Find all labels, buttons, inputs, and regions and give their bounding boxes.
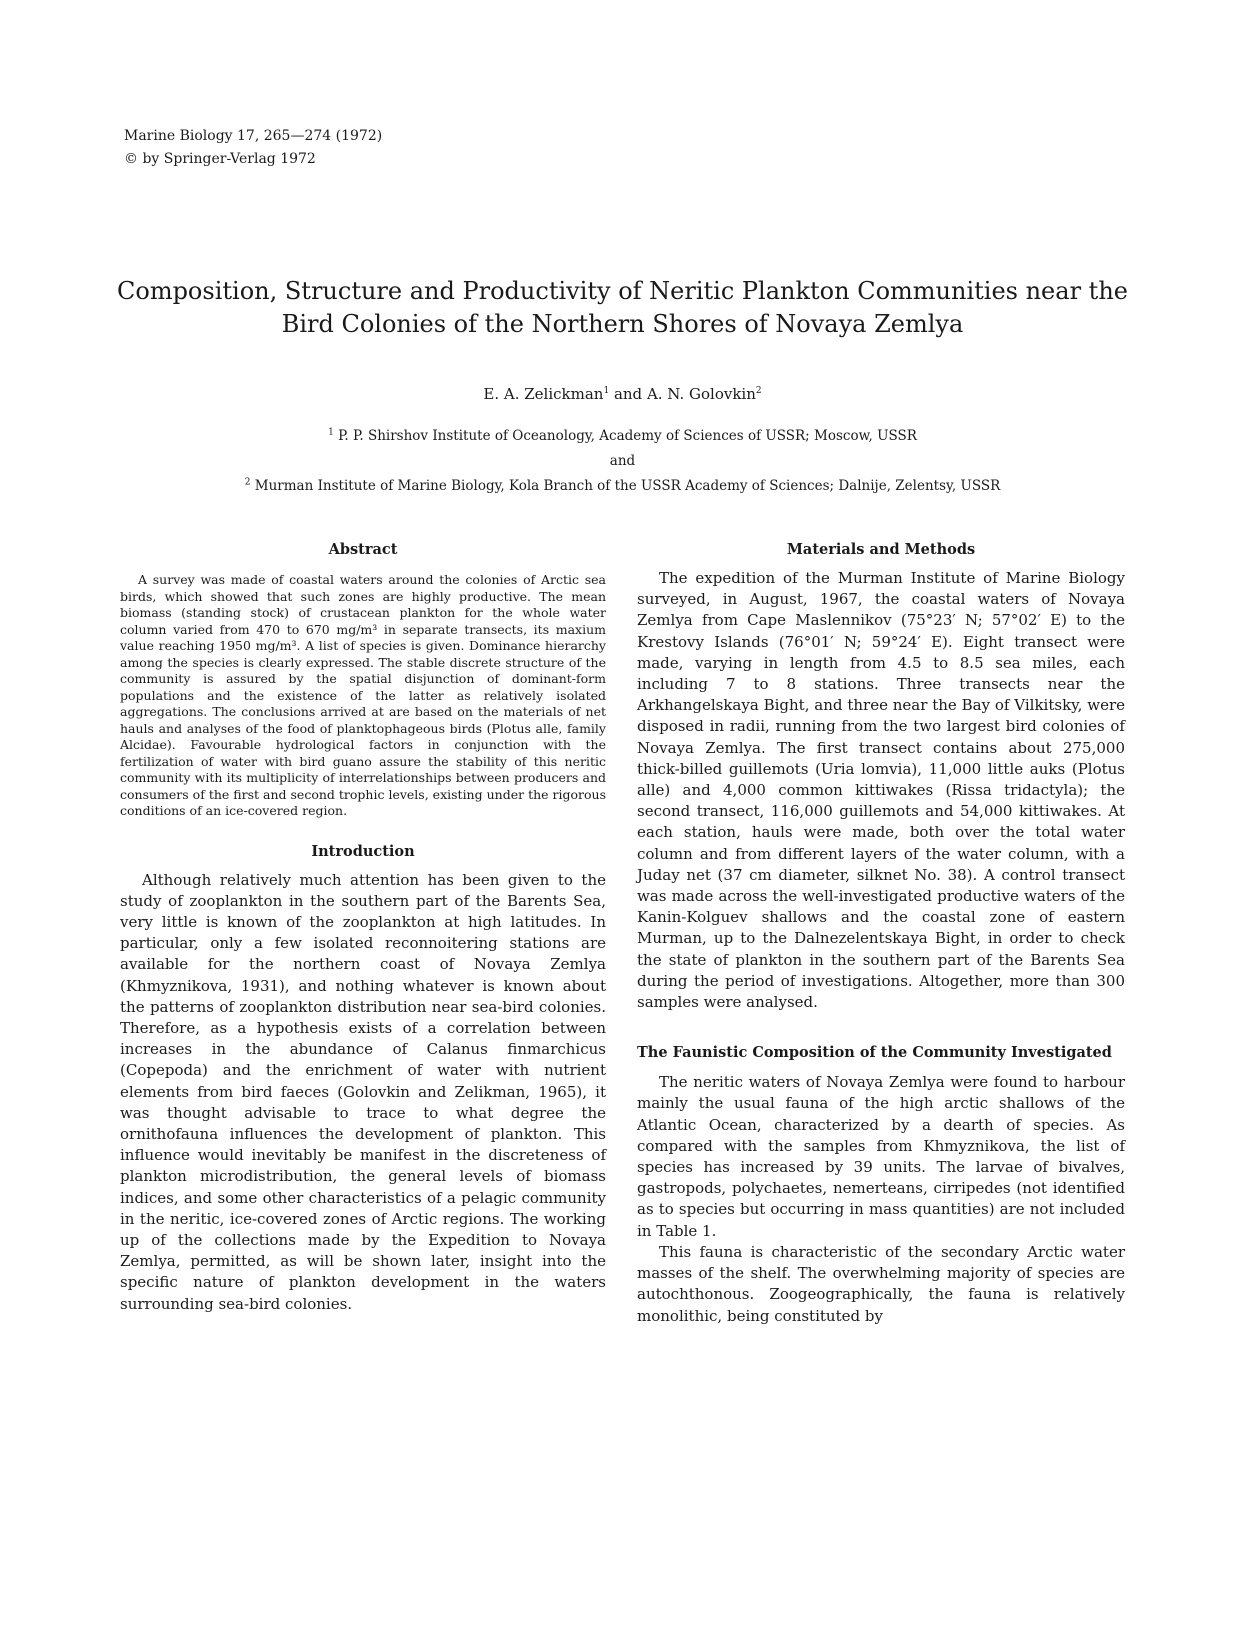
affiliation-mark: 1: [603, 386, 610, 396]
author-name: E. A. Zelickman: [483, 385, 604, 403]
faunistic-paragraph-2: This fauna is characteristic of the secondary Arctic water masses of the shelf. The overwhelming majority of species are autochthonous. Zoogeographically, the fauna is relatively monolithic, being constituted by: [637, 1242, 1125, 1325]
affiliation-mark: 2: [244, 477, 251, 488]
affiliation-text: Murman Institute of Marine Biology, Kola Branch of the USSR Academy of Sciences; Dalnije, Zelentsy, USSR: [250, 478, 1001, 494]
journal-copyright: © by Springer-Verlag 1972: [124, 151, 316, 167]
author-line: [0, 385, 1245, 403]
affiliation-mark: 1: [328, 427, 334, 438]
paper-title: Composition, Structure and Productivity of Neritic Plankton Communities near the Bird Colonies of the Northern Shores of Novaya Zemlya: [117, 277, 1128, 338]
journal-header: [124, 125, 382, 171]
affiliation-2: [0, 478, 1245, 494]
journal-citation: Marine Biology 17, 265—274 (1972): [124, 128, 383, 144]
abstract-text: A survey was made of coastal waters around the colonies of Arctic sea birds, which showed that such zones are highly productive. The mean biomass (standing stock) of crustacean plankton for the whole water column varied from 470 to 670 mg/m³ in separate transects, its maxium value reaching 1950 mg/m³. A list of species is given. Dominance hierarchy among the species is clearly expressed. The stable discrete structure of the community is assured by the spatial disjunction of dominant-form populations and the existence of the latter as relatively isolated aggregations. The conclusions arrived at are based on the materials of net hauls and analyses of the food of planktophageous birds (Plotus alle, family Alcidae). Favourable hydrological factors in conjunction with the fertilization of water with bird guano assure the stability of this neritic community with its multiplicity of interrelationships between producers and consumers of the first and second trophic levels, existing under the rigorous conditions of an ice-covered region.: [120, 572, 606, 818]
introduction-heading: Introduction: [311, 842, 415, 860]
right-column: [637, 540, 1125, 1327]
affiliation-and: and: [609, 453, 636, 469]
introduction-text: Although relatively much attention has been given to the study of zooplankton in the southern part of the Barents Sea, very little is known of the zooplankton at high latitudes. In particular, only a few isolated reconnoitering stations are available for the northern coast of Novaya Zemlya (Khmyznikova, 1931), and nothing whatever is known about the patterns of zooplankton distribution near sea-bird colonies. Therefore, as a hypothesis exists of a correlation between increases in the abundance of Calanus finmarchicus (Copepoda) and the enrichment of water with nutrient elements from bird faeces (Golovkin and Zelikman, 1965), it was thought advisable to trace to what degree the ornithofauna influences the development of plankton. This influence would inevitably be manifest in the discreteness of plankton microdistribution, the general levels of biomass indices, and some other characteristics of a pelagic community in the neritic, ice-covered zones of Arctic regions. The working up of the collections made by the Expedition to Novaya Zemlya, permitted, as will be shown later, insight into the specific nature of plankton development in the waters surrounding sea-bird colonies.: [120, 870, 606, 1313]
affiliation-text: P. P. Shirshov Institute of Oceanology, Academy of Sciences of USSR; Moscow, USSR: [333, 428, 917, 444]
author-joiner: and: [609, 385, 647, 403]
affiliation-mark: 2: [755, 386, 762, 396]
abstract-heading: Abstract: [328, 541, 398, 558]
left-column: [120, 540, 606, 1315]
author-name: A. N. Golovkin: [646, 385, 756, 403]
affiliation-1: [0, 428, 1245, 444]
materials-heading: Materials and Methods: [786, 541, 976, 558]
faunistic-heading: The Faunistic Composition of the Community Investigated: [637, 1044, 1112, 1062]
materials-text: The expedition of the Murman Institute of Marine Biology surveyed, in August, 1967, the coastal waters of Novaya Zemlya from Cape Maslennikov (75°23′ N; 57°02′ E) to the Krestovy Islands (76°01′ N; 59°24′ E). Eight transect were made, varying in length from 4.5 to 8.5 sea miles, each including 7 to 8 stations. Three transects near the Arkhangelskaya Bight, and three near the Bay of Vilkitsky, were disposed in radii, running from the two largest bird colonies of Novaya Zemlya. The first transect contains about 275,000 thick-billed guillemots (Uria lomvia), 11,000 little auks (Plotus alle) and 4,000 common kittiwakes (Rissa tridactyla); the second transect, 116,000 guillemots and 54,000 kittiwakes. At each station, hauls were made, both over the total water column and from different layers of the water column, with a Juday net (37 cm diameter, silknet No. 38). A control transect was made across the well-investigated productive waters of the Kanin-Kolguev shallows and the coastal zone of eastern Murman, up to the Dalnezelentskaya Bight, in order to check the state of plankton in the southern part of the Barents Sea during the period of investigations. Altogether, more than 300 samples were analysed.: [637, 569, 1125, 1012]
faunistic-paragraph-1: The neritic waters of Novaya Zemlya were found to harbour mainly the usual fauna of the high arctic shallows of the Atlantic Ocean, characterized by a dearth of species. As compared with the samples from Khmyznikova, the list of species has increased by 39 units. The larvae of bivalves, gastropods, polychaetes, nemerteans, cirripedes (not identified as to species but occurring in mass quantities) are not included in Table 1.: [637, 1073, 1125, 1240]
